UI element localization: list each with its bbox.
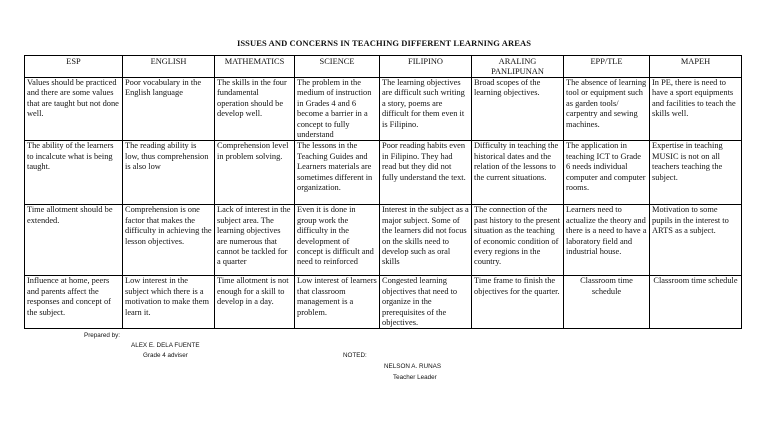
table-cell: Comprehension level in problem solving. xyxy=(215,141,295,205)
table-cell: Time allotment is not enough for a skill to develop in a day. xyxy=(215,276,295,329)
table-cell: Congested learning objectives that need to organize in the prerequisites of the objectives. xyxy=(380,276,472,329)
header-science: SCIENCE xyxy=(295,56,380,78)
table-cell: Lack of interest in the subject area. The learning objectives are numerous that cannot be tackled for a quarter xyxy=(215,205,295,276)
header-mathematics: MATHEMATICS xyxy=(215,56,295,78)
table-cell: Time frame to finish the objectives for the quarter. xyxy=(472,276,564,329)
table-cell: Even it is done in group work the difficulty in the development of concept is difficult and need to reinforced xyxy=(295,205,380,276)
document-title: ISSUES AND CONCERNS IN TEACHING DIFFERENT LEARNING AREAS xyxy=(236,38,532,48)
table-cell: Low interest of learners that classroom management is a problem. xyxy=(295,276,380,329)
table-cell: Low interest in the subject which there is a motivation to make them learn it. xyxy=(123,276,215,329)
preparer-name: ALEX E. DELA FUENTE xyxy=(131,342,200,349)
header-araling-panlipunan: ARALING PANLIPUNAN xyxy=(472,56,564,78)
noted-label: NOTED: xyxy=(343,352,367,359)
table-cell: Values should be practiced and there are some values that are taught but not done well. xyxy=(25,78,123,141)
header-english: ENGLISH xyxy=(123,56,215,78)
issues-table xyxy=(24,55,742,329)
table-row xyxy=(25,276,742,329)
header-mapeh: MAPEH xyxy=(650,56,742,78)
table-cell: The reading ability is low, thus comprehension is also low xyxy=(123,141,215,205)
table-cell: The connection of the past history to the present situation as the teaching of economic condition of every regions in the country. xyxy=(472,205,564,276)
table-cell: Poor vocabulary in the English language xyxy=(123,78,215,141)
table-cell: Influence at home, peers and parents affect the responses and concept of the subject. xyxy=(25,276,123,329)
table-cell: The absence of learning tool or equipment such as garden tools/ carpentry and sewing machines. xyxy=(564,78,650,141)
noter-role: Teacher Leader xyxy=(393,374,437,381)
table-cell: The learning objectives are difficult such writing a story, poems are difficult for them even it is Filipino. xyxy=(380,78,472,141)
table-cell: Classroom time schedule xyxy=(564,276,650,329)
header-row xyxy=(25,56,742,78)
header-esp: ESP xyxy=(25,56,123,78)
table-row xyxy=(25,205,742,276)
table-cell: Difficulty in teaching the historical dates and the relation of the lessons to the current situations. xyxy=(472,141,564,205)
table-cell: Learners need to actualize the theory and there is a need to have a laboratory field and industrial house. xyxy=(564,205,650,276)
table-cell: Poor reading habits even in Filipino. They had read but they did not fully understand the text. xyxy=(380,141,472,205)
table-cell: The skills in the four fundamental operation should be develop well. xyxy=(215,78,295,141)
table-cell: The ability of the learners to incalcute what is being taught. xyxy=(25,141,123,205)
table-cell: Time allotment should be extended. xyxy=(25,205,123,276)
table-row xyxy=(25,141,742,205)
table-cell: In PE, there is need to have a sport equipments and facilities to teach the skills well. xyxy=(650,78,742,141)
prepared-by-label: Prepared by: xyxy=(84,332,121,339)
table-row xyxy=(25,78,742,141)
table-cell: Broad scopes of the learning objectives. xyxy=(472,78,564,141)
table-cell: Expertise in teaching MUSIC is not on all teachers teaching the subject. xyxy=(650,141,742,205)
table-cell: The application in teaching ICT to Grade 6 needs individual computer and computer rooms. xyxy=(564,141,650,205)
table-cell: Classroom time schedule xyxy=(650,276,742,329)
header-epp-tle: EPP/TLE xyxy=(564,56,650,78)
noter-name: NELSON A. RUNAS xyxy=(384,363,442,370)
header-filipino: FILIPINO xyxy=(380,56,472,78)
table-cell: Motivation to some pupils in the interest to ARTS as a subject. xyxy=(650,205,742,276)
table-cell: Interest in the subject as a major subject. Some of the learners did not focus on the skills need to develop such as oral skills xyxy=(380,205,472,276)
table-cell: Comprehension is one factor that makes the difficulty in achieving the lesson objectives. xyxy=(123,205,215,276)
preparer-role: Grade 4 adviser xyxy=(143,352,188,359)
table-cell: The lessons in the Teaching Guides and Learners materials are sometimes different in organization. xyxy=(295,141,380,205)
table-cell: The problem in the medium of instruction in Grades 4 and 6 become a barrier in a concept to fully understand xyxy=(295,78,380,141)
